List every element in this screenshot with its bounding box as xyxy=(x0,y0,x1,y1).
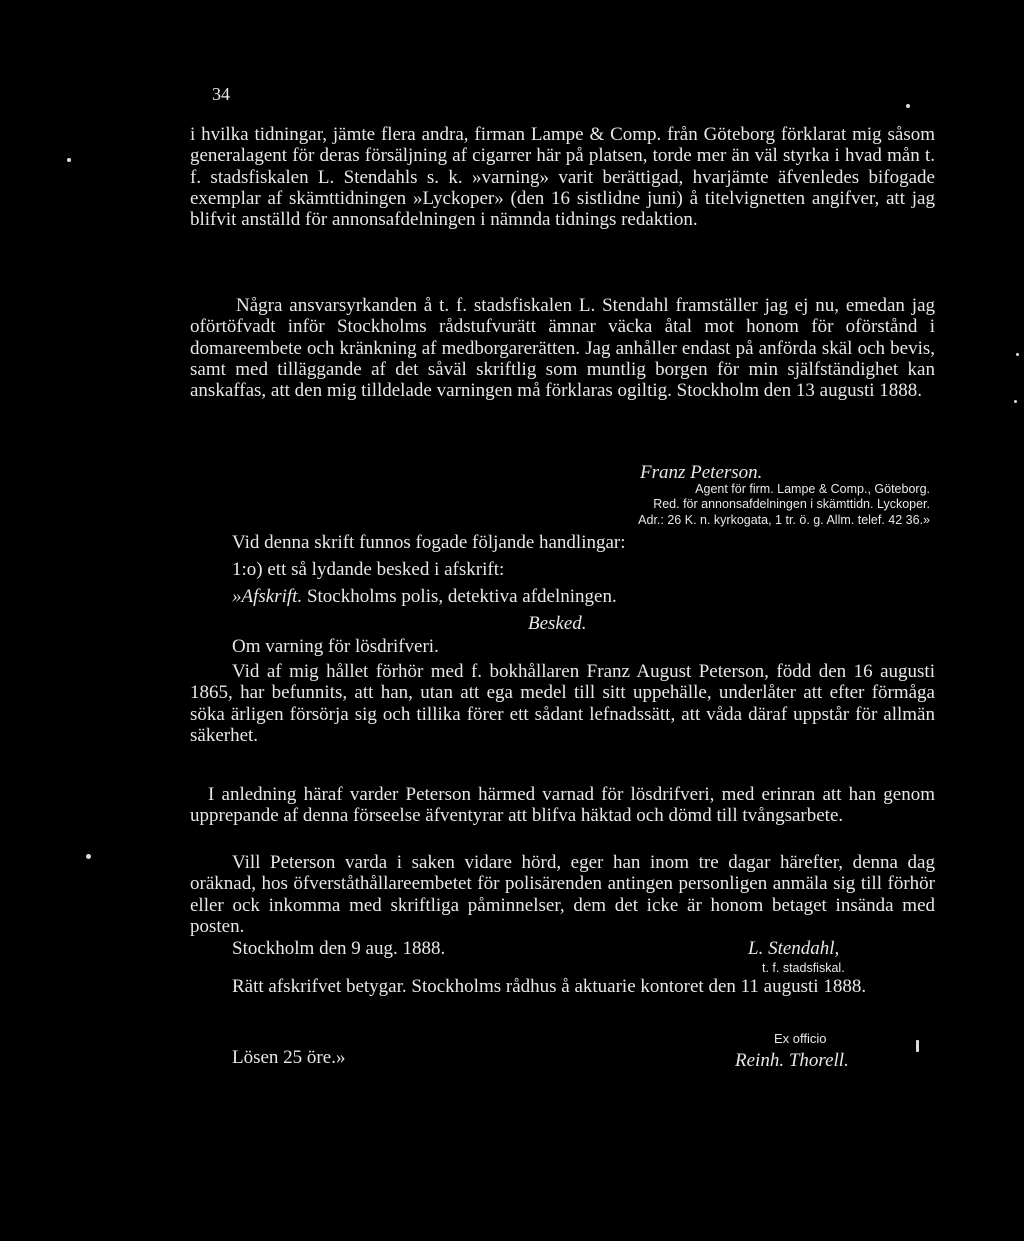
paragraph-2: Några ansvarsyrkanden å t. f. stadsfiskalen L. Stendahl framställer jag ej nu, emedan jag oförtöfvadt inför Stockholms rådstufvurätt ämnar väcka åtal mot honom för oförstånd i domareembete och kränkning af medborgarerätten. Jag anhåller endast på anförda skäl och bevis, samt med tilläggande af det såväl skriftlig som muntlig borgen för min själfständighet kan anskaffas, att den mig tilldelade varningen må förklaras ogiltig. Stockholm den 13 augusti 1888. xyxy=(190,295,935,402)
thorell-signature: Reinh. Thorell. xyxy=(735,1050,849,1071)
page-number: 34 xyxy=(212,84,230,104)
signature-line-3: Adr.: 26 K. n. kyrkogata, 1 tr. ö. g. Allm. telef. 42 36.» xyxy=(638,513,930,527)
signature-line-2: Red. för annonsafdelningen i skämttidn. Lyckoper. xyxy=(653,497,930,511)
document-1: 1:o) ett så lydande besked i afskrift: xyxy=(232,559,505,580)
paragraph-1: i hvilka tidningar, jämte flera andra, firman Lampe & Comp. från Göteborg förklarat mig såsom generalagent för deras försäljning af cigarrer här på platsen, torde mer än väl styrka i hvad mån t. f. stadsfiskalen L. Stendahls s. k. »varning» varit berättigad, hvarjämte äfvenledes bifogade exemplar af skämttidningen »Lyckoper» (den 16 sistlidne juni) å titelvignetten angifver, att jag blifvit anställd för annonsafdelningen i nämnda tidnings redaktion. xyxy=(190,124,935,231)
scan-speck xyxy=(1014,400,1017,403)
scan-speck xyxy=(916,1040,919,1052)
afskrift-line xyxy=(232,586,617,608)
besked-subject: Om varning för lösdrifveri. xyxy=(232,636,439,657)
signature-line-1: Agent för firm. Lampe & Comp., Göteborg. xyxy=(695,482,930,496)
stendahl-signature: L. Stendahl, xyxy=(748,938,840,959)
afskrift-label: »Afskrift. xyxy=(232,586,303,607)
signature-name: Franz Peterson. xyxy=(640,462,763,483)
scan-speck xyxy=(906,104,910,108)
scan-speck xyxy=(1016,353,1019,356)
paragraph-4: I anledning häraf varder Peterson härmed varnad för lösdrifveri, med erinran att han genom upprepande af denna förseelse äfventyrar att blifva häktad och dömd till tvångsarbete. xyxy=(190,784,935,827)
afskrift-source: Stockholms polis, detektiva afdelningen. xyxy=(302,586,617,607)
scan-speck xyxy=(86,854,91,859)
paragraph-5: Vill Peterson varda i saken vidare hörd, eger han inom tre dagar härefter, denna dag oräknad, hos öfverståthållareembetet för polisärenden antingen personligen anmäla sig till förhör eller ock inkomma med skriftliga påminnelser, dem det icke är honom betaget insända med posten. xyxy=(190,852,935,937)
documents-intro: Vid denna skrift funnos fogade följande handlingar: xyxy=(232,532,626,553)
besked-title: Besked. xyxy=(528,613,587,634)
ex-officio: Ex officio xyxy=(774,1031,827,1046)
dated-line: Stockholm den 9 aug. 1888. xyxy=(232,938,446,959)
paragraph-6: Rätt afskrifvet betygar. Stockholms rådhus å aktuarie kontoret den 11 augusti 1888. xyxy=(232,976,867,997)
stendahl-title: t. f. stadsfiskal. xyxy=(762,961,845,975)
losen-line: Lösen 25 öre.» xyxy=(232,1047,346,1068)
paragraph-3: Vid af mig hållet förhör med f. bokhållaren Franz August Peterson, född den 16 augusti 1865, har befunnits, att han, utan att ega medel till sitt uppehälle, underlåter att efter förmåga söka ärligen försörja sig och tillika förer ett sådant lefnadssätt, att våda däraf uppstår för allmän säkerhet. xyxy=(190,661,935,746)
scan-speck xyxy=(67,158,71,162)
